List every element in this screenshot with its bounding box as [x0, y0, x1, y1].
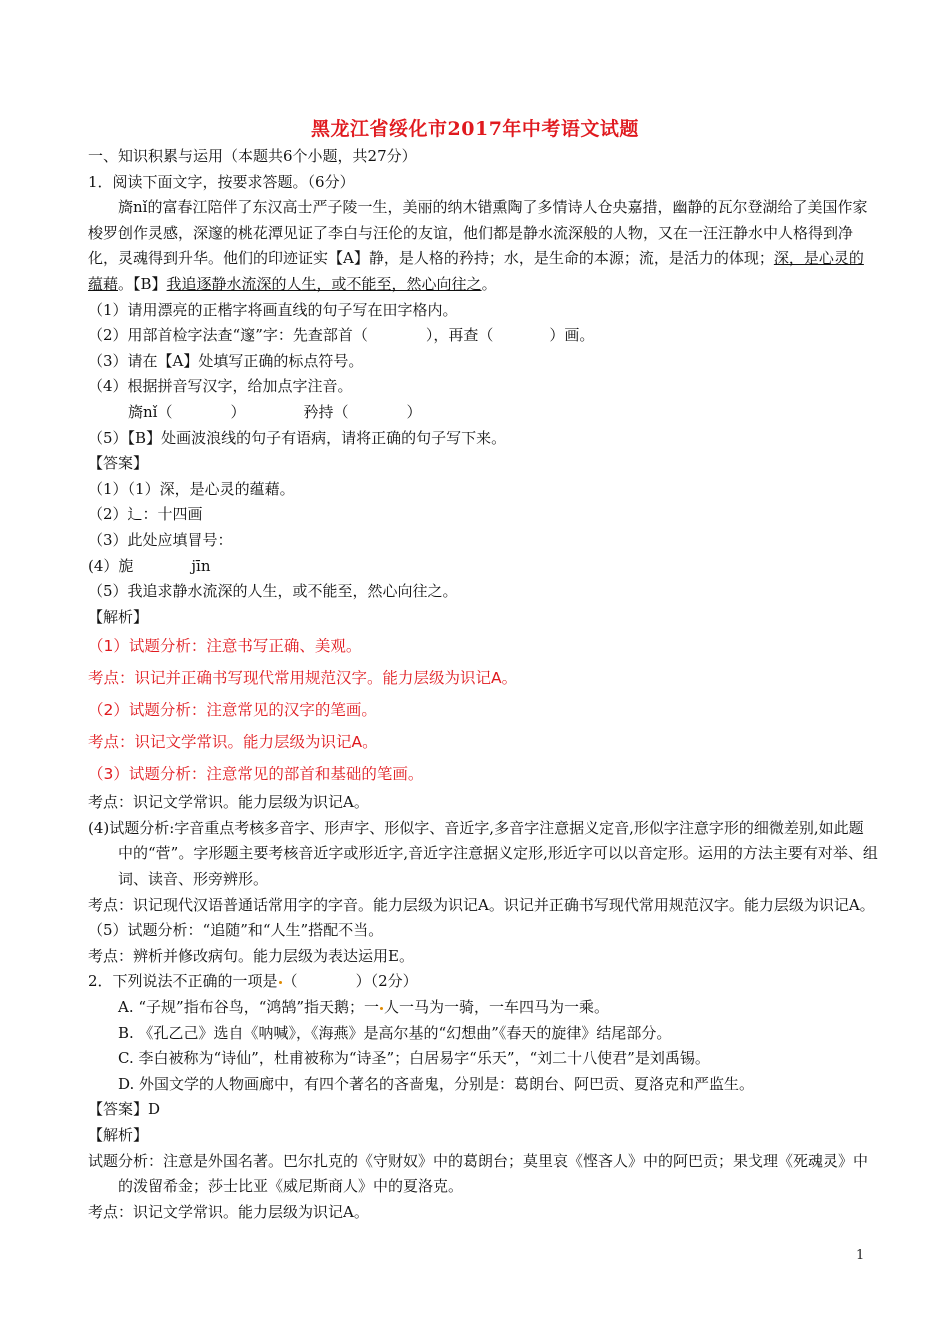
sub-question-3: （3）请在【A】处填写正确的标点符号。 [88, 351, 364, 370]
page-number: 1 [856, 1248, 865, 1263]
dot-mark [279, 981, 282, 984]
analysis-red-1: （1）试题分析：注意书写正确、美观。 [88, 637, 362, 656]
sub-question-4: （4）根据拼音写汉字，给加点字注音。 [88, 377, 353, 396]
option-c: C. 李白被称为“诗仙”，杜甫被称为“诗圣”；白居易字“乐天”，“刘二十八使君”是刘禹锡。 [118, 1049, 710, 1068]
analysis-red-5: （3）试题分析：注意常见的部首和基础的笔画。 [88, 765, 424, 784]
question-2-analysis: 试题分析：注意是外国名著。巴尔扎克的《守财奴》中的葛朗台；莫里哀《悭吝人》中的阿巴贡；果戈理《死魂灵》中的泼留希金；莎士比亚《威尼斯商人》中的夏洛克。 [88, 1151, 869, 1196]
analysis-4: (4)试题分析:字音重点考核多音字、形声字、形似字、音近字,多音字注意据义定音,形似字注意字形的细微差别,如此题中的“菅”。字形题主要考核音近字或形近字,音近字注意据义定形,形近字可以以音定形。运用的方法主要有对举、组词、读音、形旁辨形。 [88, 818, 878, 889]
dot-mark [380, 1007, 383, 1010]
answer-4: (4）旎 jīn [88, 556, 211, 575]
sub-question-4-items: 旖nǐ（ ） 矜持（ ） [128, 402, 422, 421]
question-2-stem: 2．下列说法不正确的一项是 （ ）（2分） [88, 972, 418, 991]
question-1-passage: 旖nǐ的富春江陪伴了东汉高士严子陵一生，美丽的纳木错熏陶了多情诗人仓央嘉措，幽静的瓦尔登湖给了美国作家梭罗创作灵感，深邃的桃花潭见证了李白与汪伦的友谊，他们都是静水流深般的人物，又在一汪汪静水中人格得到净化，灵魂得到升华。他们的印迹证实【A】静，是人格的矜持；水，是生命的本源；流，是活力的体现；深，是心灵的蕴藉。【B】我追逐静水流深的人生，或不能至，然心向往之。 [88, 198, 868, 293]
question-2-kaodian: 考点：识记文学常识。能力层级为识记A。 [88, 1202, 369, 1221]
wavy-sentence: 我追逐静水流深的人生，或不能至，然心向往之 [166, 274, 482, 293]
answer-2: （2）辶：十四画 [88, 505, 203, 524]
kaodian-3: 考点：识记文学常识。能力层级为识记A。 [88, 793, 369, 812]
analysis-5: （5）试题分析：“追随”和“人生”搭配不当。 [88, 921, 384, 940]
page-title: 黑龙江省绥化市2017年中考语文试题 [311, 118, 639, 140]
question-2-analysis-label: 【解析】 [88, 1126, 149, 1144]
sub-question-1: （1）请用漂亮的正楷字将画直线的句子写在田字格内。 [88, 300, 458, 319]
answer-label: 【答案】 [88, 454, 149, 473]
sub-question-5: （5）【B】处画波浪线的句子有语病，请将正确的句子写下来。 [88, 428, 507, 447]
analysis-red-3: （2）试题分析：注意常见的汉字的笔画。 [88, 701, 377, 720]
question-1-stem: 1．阅读下面文字，按要求答题。（6分） [88, 172, 355, 191]
answer-3: （3）此处应填冒号： [88, 530, 233, 549]
section-heading: 一、知识积累与运用（本题共6个小题，共27分） [88, 147, 417, 165]
analysis-label: 【解析】 [88, 607, 149, 626]
answer-1: （1）（1）深，是心灵的蕴藉。 [88, 479, 295, 498]
answer-5: （5）我追求静水流深的人生，或不能至，然心向往之。 [88, 582, 458, 601]
kaodian-4: 考点：识记现代汉语普通话常用字的字音。能力层级为识记A。识记并正确书写现代常用规范汉字。能力层级为识记A。 [88, 895, 875, 914]
analysis-red-2: 考点：识记并正确书写现代常用规范汉字。能力层级为识记A。 [88, 669, 518, 688]
sub-question-2: （2）用部首检字法查“邃”字：先查部首（ ），再查（ ）画。 [88, 326, 595, 345]
question-2-answer: 【答案】D [88, 1100, 161, 1119]
document-body [88, 144, 878, 1225]
underlined-sentence: 深，是心灵的蕴藉 [88, 249, 864, 293]
option-a: A. “子规”指布谷鸟，“鸿鹄”指天鹅；一 人一马为一骑，一车四马为一乘。 [118, 998, 610, 1017]
kaodian-5: 考点：辨析并修改病句。能力层级为表达运用E。 [88, 946, 414, 965]
option-d: D. 外国文学的人物画廊中，有四个著名的吝啬鬼，分别是：葛朗台、阿巴贡、夏洛克和严监生。 [118, 1074, 755, 1093]
analysis-red-4: 考点：识记文学常识。能力层级为识记A。 [88, 733, 378, 752]
option-b: B. 《孔乙己》选自《呐喊》，《海燕》是高尔基的“幻想曲”《春天的旋律》结尾部分。 [118, 1023, 672, 1042]
